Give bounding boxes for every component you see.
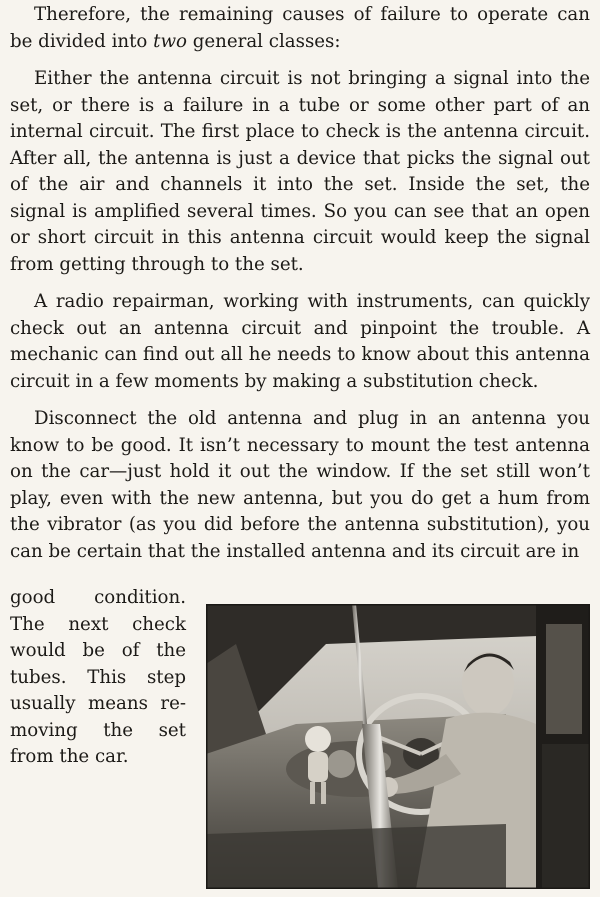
side-line-7: from the car.: [10, 746, 129, 767]
side-line-3: would be of the: [10, 640, 186, 661]
paragraph-1-italic: two: [153, 30, 187, 52]
paragraph-2: Either the antenna circuit is not bringing a signal into the set, or there is a failure in a tube or some other part of an internal circuit. The first place to check is the antenna circuit. After all, the antenna is just a device that picks the signal out of the air and channels it into the set. Inside the set, the signal is amplified several times. So you can see that an open or short circuit in this antenna circuit would keep the signal from getting through to the set.: [10, 68, 590, 275]
side-line-2: The next check: [10, 613, 186, 635]
side-line-1: good condition.: [10, 587, 186, 608]
paragraph-1-text-end: general classes:: [186, 30, 341, 52]
photo-man-testing-antenna: [206, 604, 590, 889]
side-line-6: moving the set: [10, 719, 186, 741]
side-line-5: usually means re-: [10, 693, 186, 714]
paragraph-4: Disconnect the old antenna and plug in an antenna you know to be good. It isn’t necessary to mount the test antenna on the car—just hold it out the window. If the set still won’t play, even with the new antenna, but you do get a hum from the vibrator (as you did before the antenna substitution), you can be certain that the installed antenna and its circuit are in: [10, 408, 590, 562]
side-line-4: tubes. This step: [10, 666, 186, 688]
paragraph-1: [10, 2, 590, 55]
paragraph-3: A radio repairman, working with instruments, can quickly check out an antenna circuit and pinpoint the trouble. A mechanic can find out all he needs to know about this antenna circuit in a few moments by making a substitution check.: [10, 291, 590, 392]
photo-illustration: [206, 604, 590, 889]
paragraph-1-text: Therefore, the remaining causes of failure to operate can be divided into: [10, 4, 590, 52]
side-column-text: [10, 585, 186, 771]
